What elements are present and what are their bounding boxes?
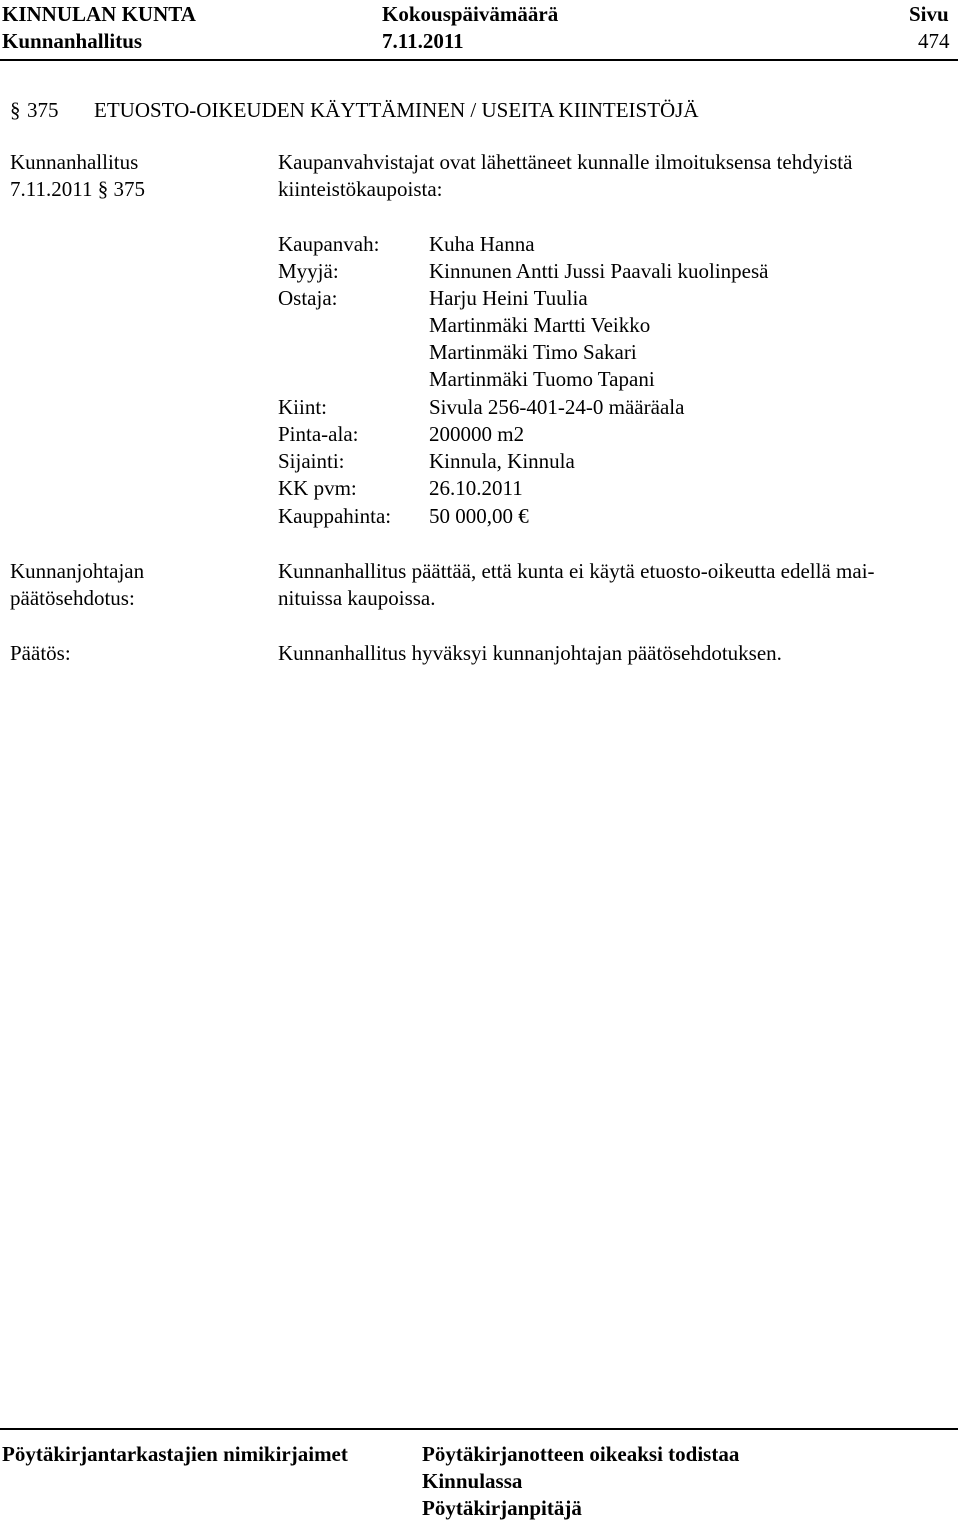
detail-value: Martinmäki Timo Sakari [429, 340, 637, 364]
detail-label: Sijainti: [278, 449, 345, 473]
footer-place: Kinnulassa [422, 1469, 523, 1493]
detail-value: Kuha Hanna [429, 232, 535, 256]
intro-line-2: kiinteistökaupoista: [278, 177, 443, 201]
decision-label: Päätös: [10, 641, 71, 665]
detail-value: Harju Heini Tuulia [429, 286, 588, 310]
detail-value: Martinmäki Martti Veikko [429, 313, 651, 337]
detail-value: Sivula 256-401-24-0 määräala [429, 395, 685, 419]
proposal-label-1: Kunnanjohtajan [10, 559, 145, 583]
detail-label: Kauppahinta: [278, 504, 392, 528]
page-label: Sivu [909, 2, 949, 26]
detail-value: 200000 m2 [429, 422, 525, 446]
proposal-text-1: Kunnanhallitus päättää, että kunta ei käytä etuosto-oikeutta edellä mai- [278, 559, 875, 583]
body-name: Kunnanhallitus [2, 29, 143, 53]
ref-date-paragraph: 7.11.2011 § 375 [10, 177, 145, 201]
footer-rule [0, 1428, 958, 1430]
org-name: KINNULAN KUNTA [2, 2, 196, 26]
detail-label: KK pvm: [278, 476, 357, 500]
page-number: 474 [918, 29, 950, 53]
detail-label: Kaupanvah: [278, 232, 380, 256]
decision-text: Kunnanhallitus hyväksyi kunnanjohtajan päätösehdotuksen. [278, 641, 782, 665]
intro-line-1: Kaupanvahvistajat ovat lähettäneet kunnalle ilmoituksensa tehdyistä [278, 150, 853, 174]
proposal-text-2: nituissa kaupoissa. [278, 586, 436, 610]
detail-value: 50 000,00 € [429, 504, 529, 528]
section-symbol: § [10, 98, 21, 122]
meeting-date: 7.11.2011 [382, 29, 464, 53]
detail-label: Kiint: [278, 395, 328, 419]
date-label: Kokouspäivämäärä [382, 2, 559, 26]
section-title: ETUOSTO-OIKEUDEN KÄYTTÄMINEN / USEITA KIINTEISTÖJÄ [94, 98, 699, 122]
ref-body: Kunnanhallitus [10, 150, 139, 174]
detail-label: Ostaja: [278, 286, 338, 310]
detail-label: Myyjä: [278, 259, 339, 283]
detail-value: Kinnunen Antti Jussi Paavali kuolinpesä [429, 259, 769, 283]
detail-value: 26.10.2011 [429, 476, 523, 500]
detail-value: Kinnula, Kinnula [429, 449, 575, 473]
detail-label: Pinta-ala: [278, 422, 359, 446]
proposal-label-2: päätösehdotus: [10, 586, 135, 610]
section-number: 375 [27, 98, 59, 122]
footer-certify-label: Pöytäkirjanotteen oikeaksi todistaa [422, 1442, 740, 1466]
footer-secretary: Pöytäkirjanpitäjä [422, 1496, 582, 1520]
detail-value: Martinmäki Tuomo Tapani [429, 367, 655, 391]
header-rule [0, 59, 958, 61]
footer-initials-label: Pöytäkirjantarkastajien nimikirjaimet [2, 1442, 348, 1466]
